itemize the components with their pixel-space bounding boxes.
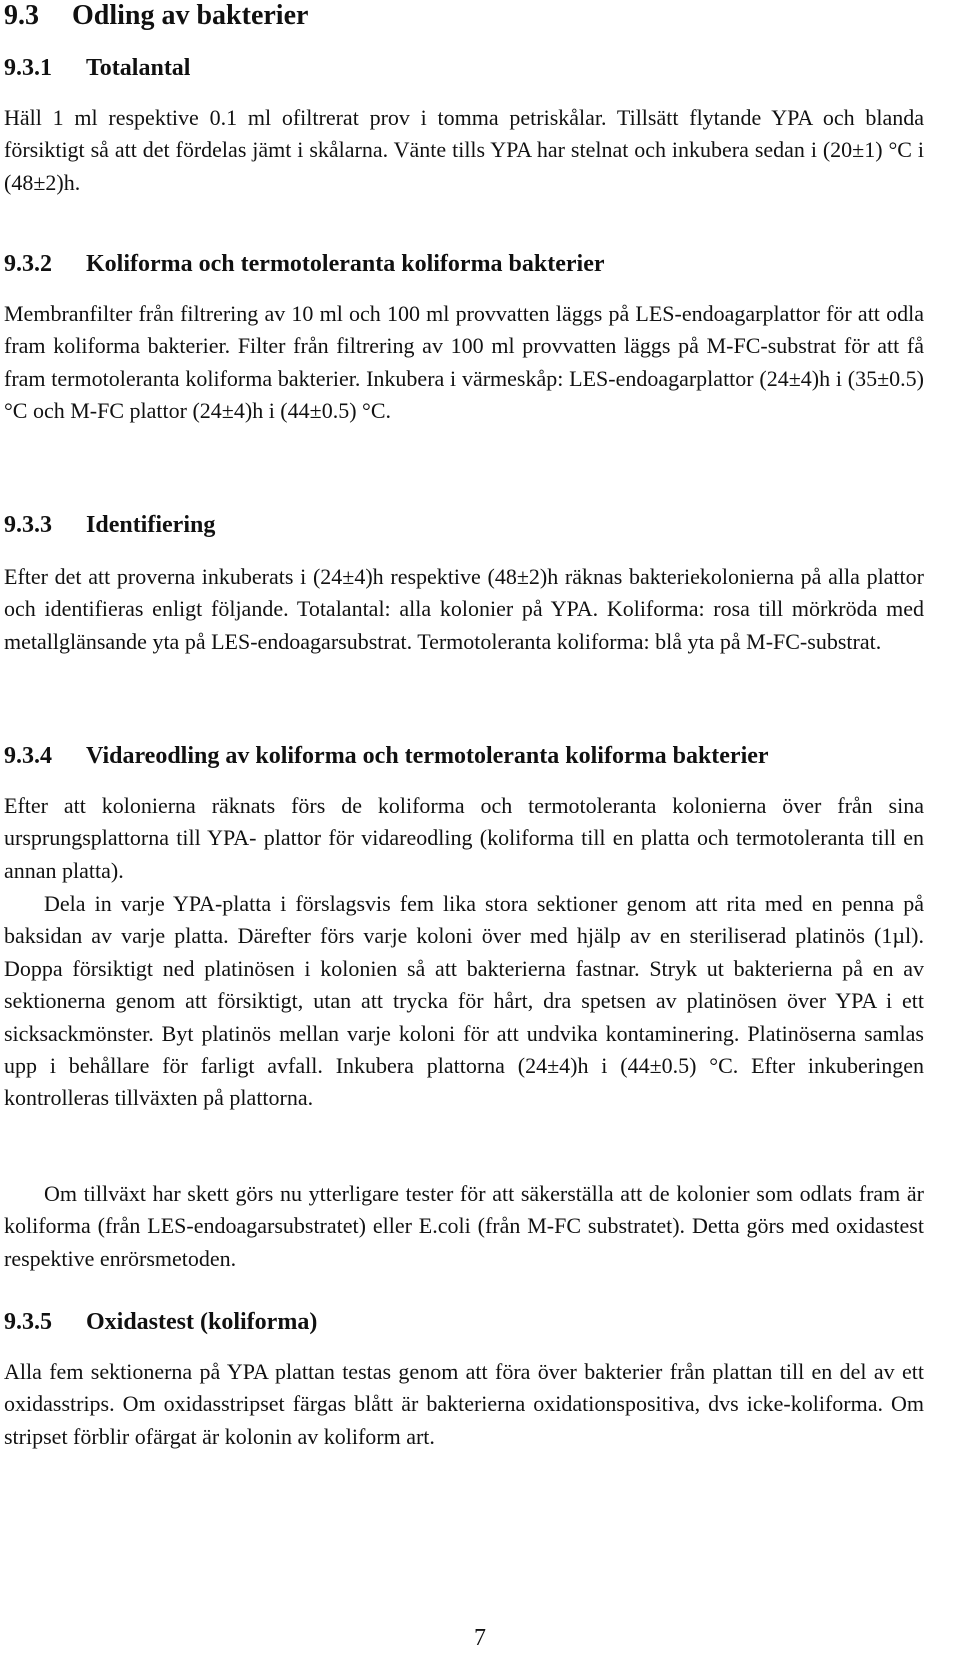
subsection-body — [4, 102, 924, 199]
subsection-number: 9.3.5 — [4, 1309, 52, 1335]
subsection-body — [4, 298, 924, 428]
subsection-title: Koliforma och termotoleranta koliforma bakterier — [86, 251, 605, 277]
subsection-body — [4, 1356, 924, 1453]
subsection-title: Oxidastest (koliforma) — [86, 1309, 318, 1335]
subsection-heading — [4, 741, 924, 771]
subsection-body — [4, 790, 924, 887]
subsection-number: 9.3.3 — [4, 512, 52, 538]
paragraph: Häll 1 ml respektive 0.1 ml ofiltrerat prov i tomma petriskålar. Tillsätt flytande YPA och blanda försiktigt så att det fördelas jämt i skålarna. Vänte tills YPA har stelnat och inkubera sedan i (20±1) °C i (48±2)h. — [4, 105, 924, 195]
subsection-number: 9.3.4 — [4, 743, 52, 769]
subsection-heading — [4, 53, 924, 83]
subsection-body — [4, 888, 924, 1115]
paragraph: Om tillväxt har skett görs nu ytterligare tester för att säkerställa att de kolonier som odlats fram är koliforma (från LES-endoagarsubstratet) eller E.coli (från M-FC substratet). Detta görs med oxidastest respektive enrörsmetoden. — [4, 1181, 924, 1271]
paragraph: Efter att kolonierna räknats förs de koliforma och termotoleranta kolonierna över från sina ursprungsplattorna till YPA- plattor för vidareodling (koliforma till en platta och termotoleranta till en annan platta). — [4, 793, 924, 883]
subsection-heading — [4, 510, 924, 540]
subsection-heading — [4, 249, 924, 279]
section-number: 9.3 — [4, 0, 39, 31]
subsection-title: Identifiering — [86, 512, 216, 538]
page-number: 7 — [474, 1625, 486, 1651]
subsection-heading — [4, 1307, 924, 1337]
subsection-body — [4, 1178, 924, 1275]
paragraph: Membranfilter från filtrering av 10 ml och 100 ml provvatten läggs på LES-endoagarplattor för att odla fram koliforma bakterier. Filter från filtrering av 100 ml provvatten läggs på M-FC-substrat för att få fram termotoleranta koliforma bakterier. Inkubera i värmeskåp: LES-endoagarplattor (24±4)h i (35±0.5) °C och M-FC plattor (24±4)h i (44±0.5) °C. — [4, 301, 924, 424]
paragraph: Efter det att proverna inkuberats i (24±4)h respektive (48±2)h räknas bakteriekolonierna på alla plattor och identifieras enligt följande. Totalantal: alla kolonier på YPA. Koliforma: rosa till mörkröda med metallglänsande yta på LES-endoagarsubstrat. Termotoleranta koliforma: blå yta på M-FC-substrat. — [4, 564, 924, 654]
subsection-body — [4, 561, 924, 658]
paragraph: Dela in varje YPA-platta i förslagsvis fem lika stora sektioner genom att rita med en penna på baksidan av varje platta. Därefter förs varje koloni över med hjälp av en steriliserad platinös (1µl). Doppa försiktigt ned platinösen i kolonien så att bakterierna fastnar. Stryk ut bakterierna på en av sektionerna genom att försiktigt, utan att trycka för hårt, dra spetsen av platinösen över YPA i ett sicksackmönster. Byt platinös mellan varje koloni för att undvika kontaminering. Platinöserna samlas upp i behållare för farligt avfall. Inkubera plattorna (24±4)h i (44±0.5) °C. Efter inkuberingen kontrolleras tillväxten på plattorna. — [4, 891, 924, 1111]
paragraph: Alla fem sektionerna på YPA plattan testas genom att föra över bakterier från plattan till en del av ett oxidasstrips. Om oxidasstripset färgas blått är bakterierna oxidationspositiva, dvs icke-koliforma. Om stripset förblir ofärgat är kolonin av koliform art. — [4, 1359, 924, 1449]
section-heading — [4, 0, 924, 32]
subsection-number: 9.3.1 — [4, 55, 52, 81]
subsection-title: Vidareodling av koliforma och termotoleranta koliforma bakterier — [86, 743, 769, 769]
subsection-title: Totalantal — [86, 55, 191, 81]
subsection-number: 9.3.2 — [4, 251, 52, 277]
section-title: Odling av bakterier — [72, 0, 309, 31]
